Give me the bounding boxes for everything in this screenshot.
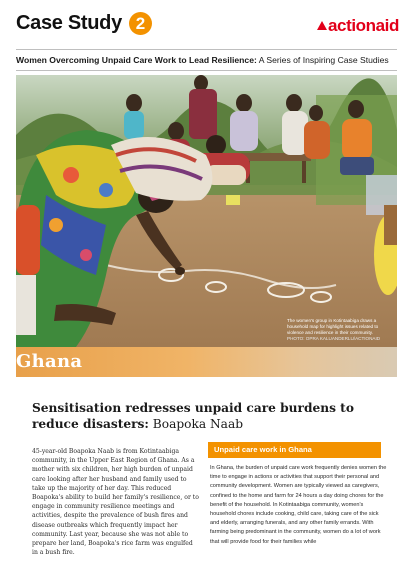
subtitle-bold: Women Overcoming Unpaid Care Work to Lead Resilience: <box>16 55 257 65</box>
sidebar-box-paragraph: In Ghana, the burden of unpaid care work frequently denies women the time to engage in actions or activities that support their personal and community development. Women are typically viewed as caregivers, confined to the home and farm for 24 hours a day doing chores for the benefit of the household. In Kotintaabiga community, women's household chores include cooking, child care, taking care of the sick and elderly, arranging funerals, and any other family errands. With farming being predominant in the community, women do a lot of work that will provide food for their families while <box>210 465 387 545</box>
body-paragraph: 45-year-old Boapoka Naab is from Kotintaabiga community, in the Upper East Region of Ghana. As a mother with six children, her high burden of unpaid care looking after her husband and family used to take up the majority of her day. This reduced Boapoka's ability to build her family's resilience, or to engage in community resilience meetings and activities, despite the prevalence of bush fires and disease outbreaks which frequently impact her community. Last year, because she was not able to prepare her land, Boapoka's rice farm was engulfed in a bush fire. <box>32 448 199 557</box>
headline-name: Boapoka Naab <box>148 417 244 431</box>
photo-credit: PHOTO: OPRA KALUANDERLU/ACTIONAID <box>287 336 381 341</box>
logo-triangle-icon <box>317 21 327 30</box>
subtitle-divider <box>16 70 397 71</box>
actionaid-logo <box>317 16 399 36</box>
case-study-title: Case Study <box>16 12 122 34</box>
header-divider <box>16 49 397 50</box>
country-name: Ghana <box>16 351 83 372</box>
photo-caption <box>287 318 391 342</box>
headline-bold: Sensitisation redresses unpaid care burdens to reduce disasters: <box>32 401 354 431</box>
cover-photo <box>16 75 397 347</box>
subtitle-rest: A Series of Inspiring Case Studies <box>256 55 389 65</box>
case-study-headline <box>32 400 392 432</box>
page-header <box>0 0 413 50</box>
sidebar-box-title: Unpaid care work in Ghana <box>208 442 381 458</box>
body-left-column <box>32 447 200 557</box>
photo-caption-text: The women's group in Kotintaabiga draws a household map for highlight issues related to violence and resilience in their community. <box>287 318 379 335</box>
cover-photo-illustration <box>16 75 397 347</box>
sidebar-box-body <box>210 464 388 547</box>
case-study-number-badge: 2 <box>129 12 152 35</box>
series-subtitle <box>16 55 401 65</box>
logo-text: actionaid <box>327 16 399 35</box>
